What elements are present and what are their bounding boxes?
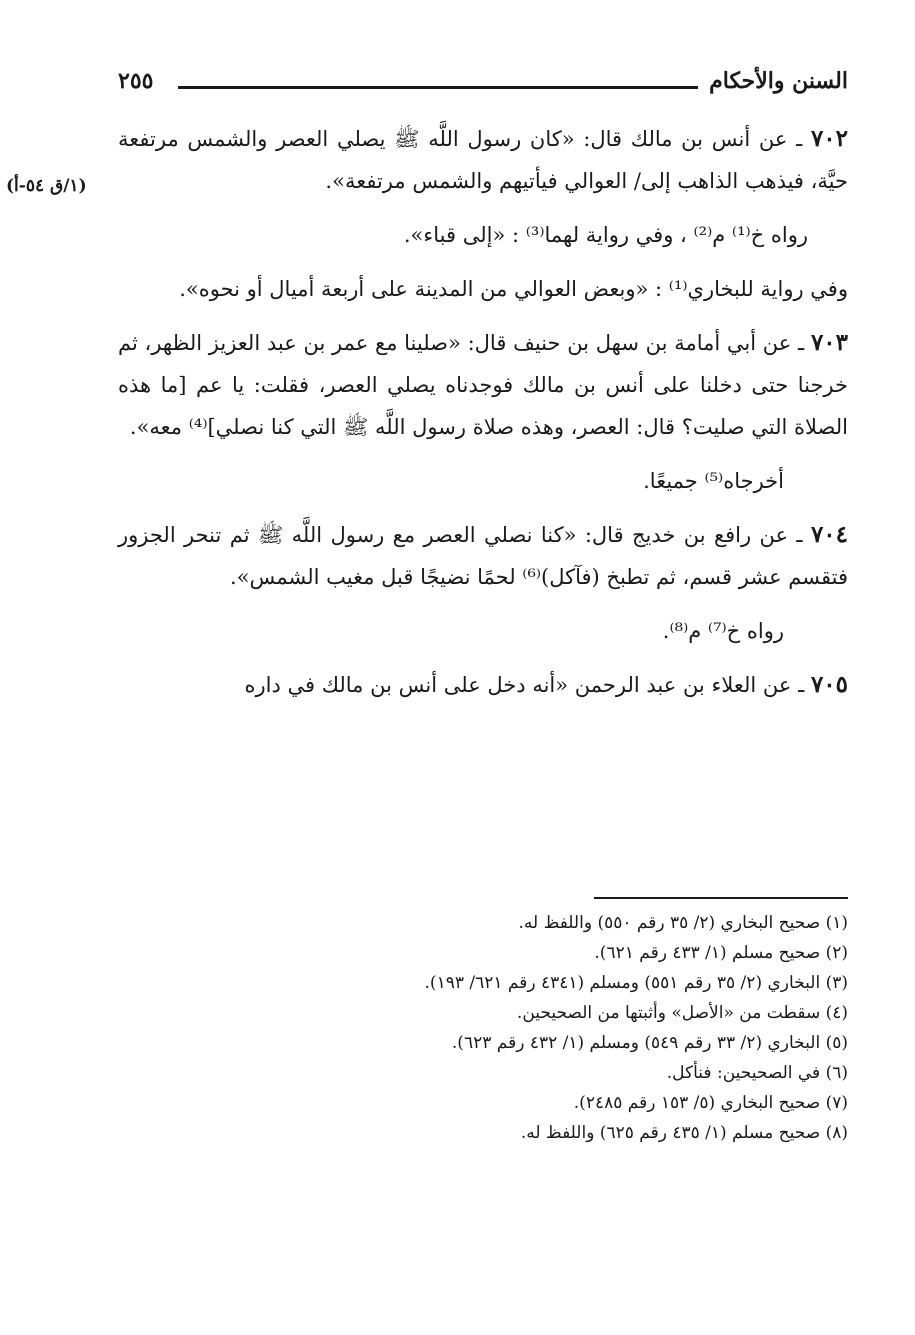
narration-note bbox=[118, 214, 848, 256]
footnote: (٣) البخاري (٢/ ٣٥ رقم ٥٥١) ومسلم (٤٣٤١ رقم ٦٢١/ ١٩٣). bbox=[424, 973, 848, 993]
page-header bbox=[118, 66, 848, 102]
narration-text: وفي رواية للبخاري⁽¹⁾ : «وبعض العوالي من المدينة على أربعة أميال أو نحوه». bbox=[179, 277, 848, 301]
hadith-number: ٧٠٢ bbox=[810, 125, 849, 152]
header-rule bbox=[178, 86, 698, 89]
hadith-text: عن أبي أمامة بن سهل بن حنيف قال: «صلينا مع عمر بن عبد العزيز الظهر، ثم خرجنا حتى دخلنا على أنس بن مالك فوجدناه يصلي العصر، فقلت: يا عم [ما هذه الصلاة التي صليت؟ قال: العصر، وهذه صلاة رسول اللَّه ﷺ التي كنا نصلي]⁽⁴⁾ معه». bbox=[118, 331, 848, 439]
footnote: (٦) في الصحيحين: فنأكل. bbox=[666, 1063, 848, 1083]
hadith-704 bbox=[118, 514, 848, 598]
hadith-number: ٧٠٥ bbox=[810, 671, 848, 698]
hadith-text: عن العلاء بن عبد الرحمن «أنه دخل على أنس بن مالك في داره bbox=[244, 673, 792, 697]
footnote: (٧) صحيح البخاري (٥/ ١٥٣ رقم ٢٤٨٥). bbox=[573, 1093, 848, 1113]
narration-note bbox=[118, 610, 848, 652]
narration-text: أخرجاه⁽⁵⁾ جميعًا. bbox=[643, 469, 784, 493]
narration-text: رواه خ⁽¹⁾ م⁽²⁾ ، وفي رواية لهما⁽³⁾ : «إلى قباء». bbox=[403, 223, 808, 247]
footnote: (٨) صحيح مسلم (١/ ٤٣٥ رقم ٦٢٥) واللفظ له. bbox=[520, 1123, 848, 1143]
running-title: السنن والأحكام bbox=[709, 68, 848, 94]
manuscript-folio-note: (١/ق ٥٤-أ) bbox=[6, 176, 87, 196]
dash: ـ bbox=[791, 673, 805, 697]
narration-note bbox=[118, 460, 848, 502]
main-text bbox=[118, 118, 848, 718]
footnote-rule bbox=[594, 897, 848, 899]
dash: ـ bbox=[787, 127, 803, 151]
hadith-text: عن رافع بن خديج قال: «كنا نصلي العصر مع رسول اللَّه ﷺ ثم تنحر الجزور فتقسم عشر قسم، ثم تطبخ (فآكل)⁽⁶⁾ لحمًا نضيجًا قبل مغيب الشمس». bbox=[118, 523, 848, 589]
narration-text: رواه خ⁽⁷⁾ م⁽⁸⁾. bbox=[662, 619, 784, 643]
hadith-702 bbox=[118, 118, 848, 202]
hadith-text: عن أنس بن مالك قال: «كان رسول اللَّه ﷺ يصلي العصر والشمس مرتفعة حيَّة، فيذهب الذاهب إلى/ العوالي فيأتيهم والشمس مرتفعة». bbox=[118, 127, 848, 193]
page-number: ٢٥٥ bbox=[118, 68, 154, 94]
dash: ـ bbox=[791, 331, 805, 355]
footnote: (١) صحيح البخاري (٢/ ٣٥ رقم ٥٥٠) واللفظ له. bbox=[518, 913, 848, 933]
footnote: (٤) سقطت من «الأصل» وأثبتها من الصحيحين. bbox=[516, 1003, 848, 1023]
hadith-number: ٧٠٤ bbox=[810, 521, 848, 548]
footnotes bbox=[118, 908, 848, 1148]
footnote: (٥) البخاري (٢/ ٣٣ رقم ٥٤٩) ومسلم (١/ ٤٣٢ رقم ٦٢٣). bbox=[451, 1033, 848, 1053]
hadith-number: ٧٠٣ bbox=[810, 329, 848, 356]
hadith-705 bbox=[118, 664, 848, 706]
footnote: (٢) صحيح مسلم (١/ ٤٣٣ رقم ٦٢١). bbox=[594, 943, 848, 963]
hadith-703 bbox=[118, 322, 848, 448]
narration-note bbox=[118, 268, 848, 310]
dash: ـ bbox=[788, 523, 803, 547]
